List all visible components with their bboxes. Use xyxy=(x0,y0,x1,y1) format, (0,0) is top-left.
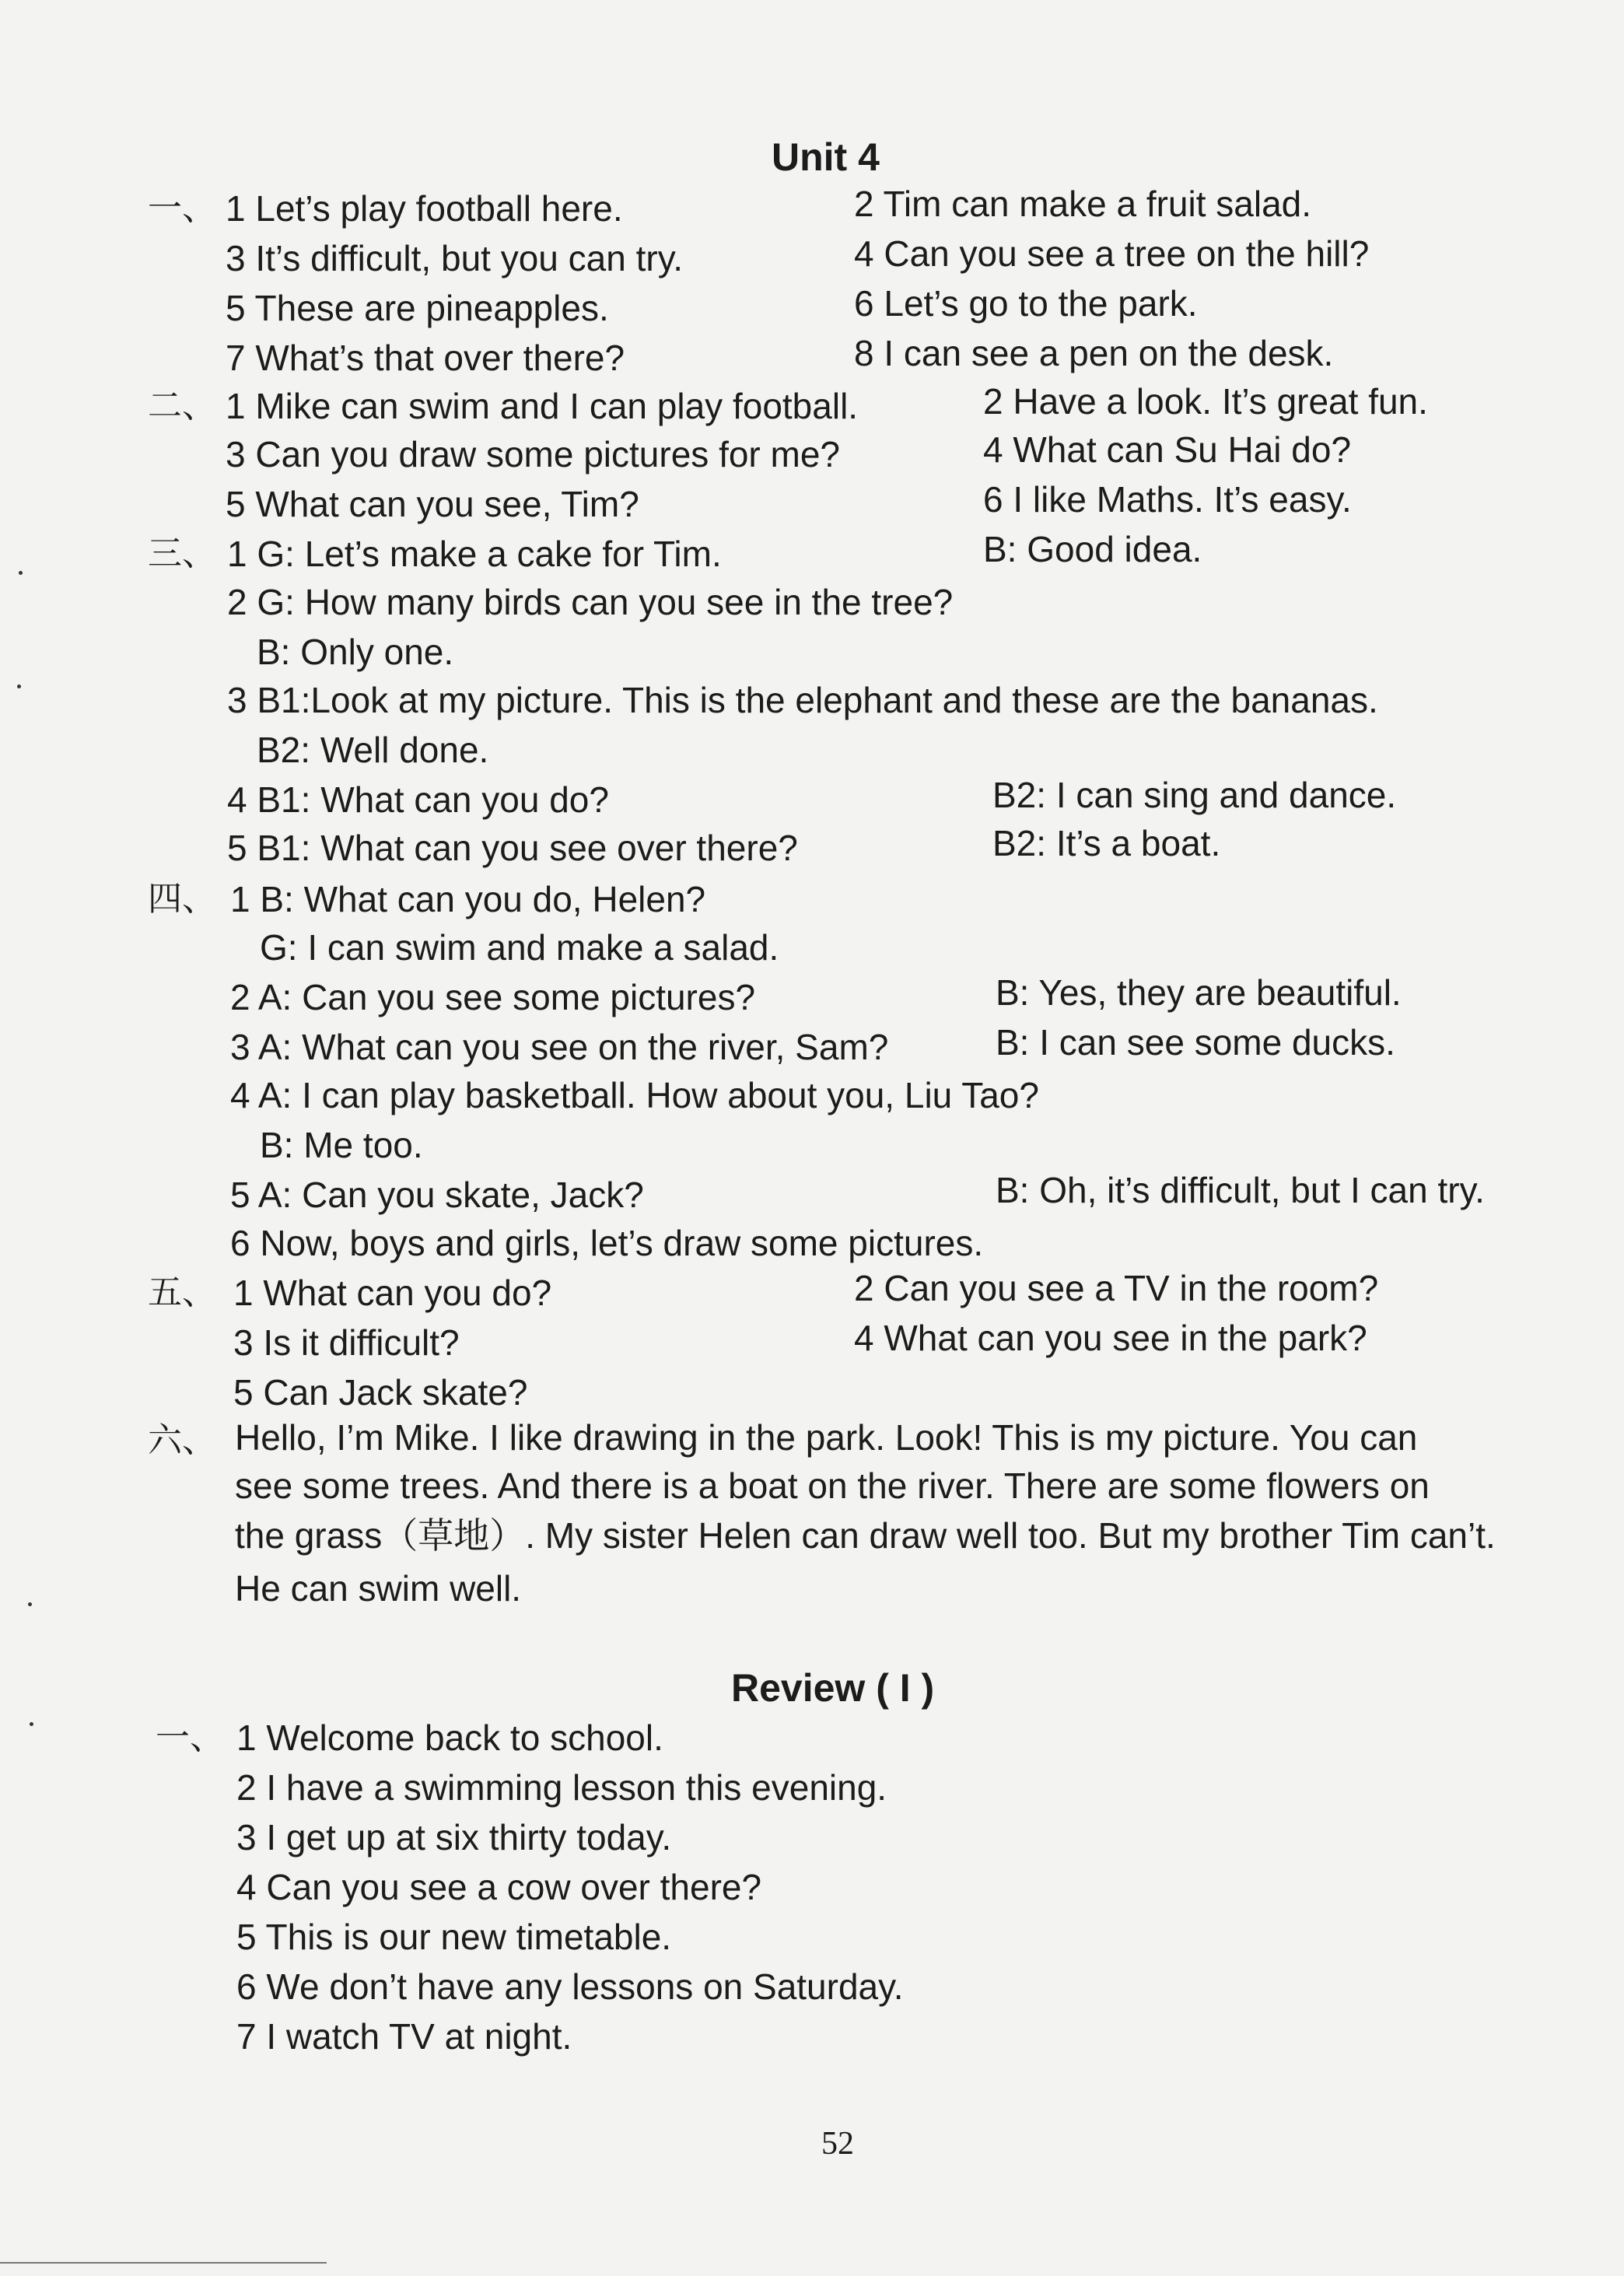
review-section-1-marker: 一、 xyxy=(156,1718,224,1757)
dialogue-line: 2 A: Can you see some pictures? xyxy=(230,977,756,1017)
dialogue-line: 5 A: Can you skate, Jack? xyxy=(230,1175,644,1215)
passage-line: see some trees. And there is a boat on the river. There are some flowers on xyxy=(235,1465,1430,1506)
section-3-marker: 三、 xyxy=(148,534,216,573)
section-1-item: 8 I can see a pen on the desk. xyxy=(854,333,1334,373)
review-item: 7 I watch TV at night. xyxy=(236,2016,572,2057)
section-6-marker: 六、 xyxy=(148,1420,216,1460)
dialogue-line: B: Only one. xyxy=(257,632,454,672)
dialogue-line: 2 G: How many birds can you see in the tree? xyxy=(227,582,954,622)
section-5-item: 3 Is it difficult? xyxy=(233,1322,460,1363)
dialogue-line: B: Yes, they are beautiful. xyxy=(996,972,1402,1013)
section-2-item: 6 I like Maths. It’s easy. xyxy=(983,479,1352,520)
dialogue-line: 4 A: I can play basketball. How about you, Liu Tao? xyxy=(230,1075,1039,1115)
page-number: 52 xyxy=(821,2126,854,2162)
dialogue-line: B: I can see some ducks. xyxy=(996,1022,1395,1063)
review-item: 1 Welcome back to school. xyxy=(236,1718,663,1758)
section-1-item: 4 Can you see a tree on the hill? xyxy=(854,233,1370,274)
section-1-item: 7 What’s that over there? xyxy=(226,338,625,378)
section-5-item: 1 What can you do? xyxy=(233,1273,552,1313)
bottom-edge-line xyxy=(0,2262,327,2264)
passage-line: Hello, I’m Mike. I like drawing in the park. Look! This is my picture. You can xyxy=(235,1417,1418,1458)
section-2-item: 5 What can you see, Tim? xyxy=(226,484,639,524)
section-5-item: 5 Can Jack skate? xyxy=(233,1372,528,1413)
scan-speck xyxy=(30,1722,33,1726)
review-item: 2 I have a swimming lesson this evening. xyxy=(236,1767,887,1808)
section-2-item: 4 What can Su Hai do? xyxy=(983,429,1352,470)
section-1-marker: 一、 xyxy=(148,188,216,228)
scan-speck xyxy=(28,1602,32,1606)
review-item: 4 Can you see a cow over there? xyxy=(236,1867,762,1907)
section-2-item: 3 Can you draw some pictures for me? xyxy=(226,434,841,474)
review-item: 3 I get up at six thirty today. xyxy=(236,1817,672,1858)
section-5-marker: 五、 xyxy=(148,1273,216,1312)
section-1-item: 2 Tim can make a fruit salad. xyxy=(854,184,1312,224)
section-1-item: 6 Let’s go to the park. xyxy=(854,283,1198,324)
dialogue-line: B: Oh, it’s difficult, but I can try. xyxy=(996,1170,1485,1210)
passage-line: the grass（草地）. My sister Helen can draw well too. But my brother Tim can’t. xyxy=(235,1515,1496,1556)
review-title: Review ( I ) xyxy=(731,1666,935,1710)
dialogue-line: B2: Well done. xyxy=(257,730,489,770)
section-1-item: 5 These are pineapples. xyxy=(226,288,609,328)
section-5-item: 2 Can you see a TV in the room? xyxy=(854,1268,1379,1308)
section-2-item: 1 Mike can swim and I can play football. xyxy=(226,386,859,426)
dialogue-line: B2: I can sing and dance. xyxy=(992,775,1397,815)
dialogue-line: B2: It’s a boat. xyxy=(992,823,1221,863)
dialogue-line: 6 Now, boys and girls, let’s draw some pictures. xyxy=(230,1223,984,1263)
unit-4-title: Unit 4 xyxy=(772,135,880,179)
section-1-item: 1 Let’s play football here. xyxy=(226,188,623,229)
dialogue-line: 3 B1:Look at my picture. This is the elephant and these are the bananas. xyxy=(227,680,1378,720)
review-item: 6 We don’t have any lessons on Saturday. xyxy=(236,1966,904,2007)
dialogue-line: 4 B1: What can you do? xyxy=(227,779,609,820)
passage-line: He can swim well. xyxy=(235,1568,522,1609)
dialogue-line: B: Good idea. xyxy=(983,529,1202,569)
dialogue-line: 3 A: What can you see on the river, Sam? xyxy=(230,1027,889,1067)
dialogue-line: G: I can swim and make a salad. xyxy=(260,927,779,968)
dialogue-line: B: Me too. xyxy=(260,1125,423,1165)
review-item: 5 This is our new timetable. xyxy=(236,1917,672,1957)
dialogue-line: 1 B: What can you do, Helen? xyxy=(230,879,706,919)
scan-speck xyxy=(17,685,21,688)
section-2-item: 2 Have a look. It’s great fun. xyxy=(983,381,1428,422)
scan-speck xyxy=(19,571,23,575)
dialogue-line: 5 B1: What can you see over there? xyxy=(227,828,798,868)
section-4-marker: 四、 xyxy=(148,879,216,919)
section-2-marker: 二、 xyxy=(148,386,216,425)
section-1-item: 3 It’s difficult, but you can try. xyxy=(226,238,684,278)
dialogue-line: 1 G: Let’s make a cake for Tim. xyxy=(227,534,722,574)
section-5-item: 4 What can you see in the park? xyxy=(854,1318,1367,1358)
